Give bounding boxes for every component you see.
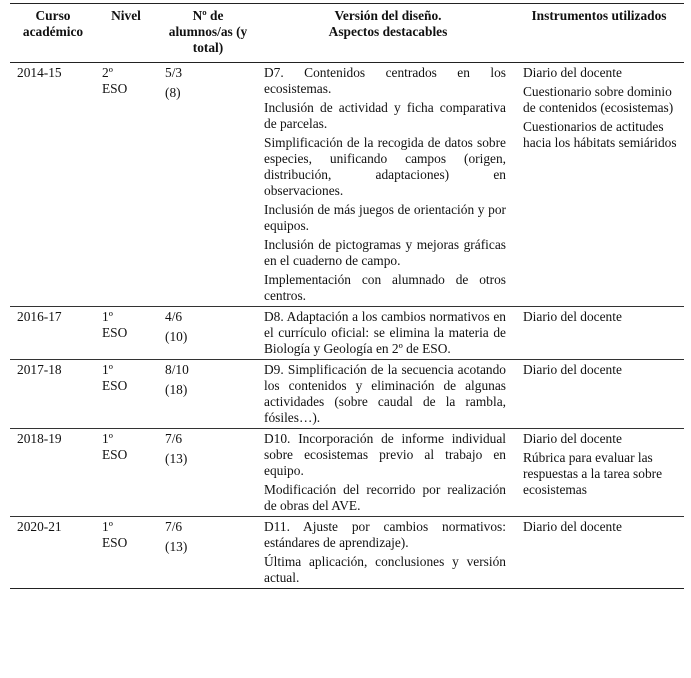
cell-design: [260, 360, 514, 429]
students-total: (10): [165, 329, 188, 344]
cell-design: [260, 429, 514, 517]
design-paragraph: Modificación del recorrido por realización de obras del AVE.: [264, 482, 506, 513]
design-paragraph: D7. Contenidos centrados en los ecosistemas.: [264, 65, 506, 96]
instrument-item: Diario del docente: [523, 362, 622, 377]
level-line: 1º: [102, 309, 113, 324]
table-row: [10, 63, 684, 307]
design-paragraph: D10. Incorporación de informe individual sobre ecosistemas previo al trabajo en equipo.: [264, 431, 506, 478]
table-row: [10, 429, 684, 517]
cell-design: [260, 63, 514, 307]
table-header: [10, 4, 684, 63]
cell-year: 2014-15: [10, 63, 96, 307]
header-version-line2: Aspectos destacables: [328, 24, 448, 39]
design-paragraph: Inclusión de más juegos de orientación y por equipos.: [264, 202, 506, 233]
design-paragraph: D11. Ajuste por cambios normativos: estándares de aprendizaje).: [264, 519, 506, 550]
cell-students: [156, 429, 260, 517]
design-paragraph: Última aplicación, conclusiones y versión actual.: [264, 554, 506, 585]
cell-students: [156, 63, 260, 307]
students-count: 5/3: [165, 65, 183, 80]
instrument-item: Rúbrica para evaluar las respuestas a la tarea sobre ecosistemas: [523, 450, 663, 497]
cell-students: [156, 307, 260, 360]
header-version: [260, 4, 514, 63]
instrument-item: Cuestionario sobre dominio de contenidos (ecosistemas): [523, 84, 674, 115]
design-paragraph: D8. Adaptación a los cambios normativos en el currículo oficial: se elimina la materia de Biología y Geología en 2º de ESO.: [264, 309, 506, 356]
cell-students: [156, 360, 260, 429]
cell-level: [96, 429, 156, 517]
level-line: 1º: [102, 362, 113, 377]
table-row: [10, 517, 684, 589]
level-line: 1º: [102, 519, 113, 534]
level-line: ESO: [102, 325, 128, 340]
cell-design: [260, 517, 514, 589]
cell-instruments: [514, 63, 684, 307]
level-line: 2º: [102, 65, 113, 80]
cell-students: [156, 517, 260, 589]
cell-year: 2016-17: [10, 307, 96, 360]
cell-instruments: [514, 517, 684, 589]
level-line: ESO: [102, 447, 128, 462]
design-paragraph: D9. Simplificación de la secuencia acotando los contenidos y eliminación de algunas actividades (sobre caudal de la rambla, fósiles…).: [264, 362, 506, 425]
students-total: (13): [165, 539, 188, 554]
instrument-item: Diario del docente: [523, 65, 622, 80]
table-row: [10, 307, 684, 360]
students-count: 7/6: [165, 431, 183, 446]
header-curso: Curso académico: [10, 4, 96, 63]
design-paragraph: Inclusión de actividad y ficha comparativa de parcelas.: [264, 100, 506, 131]
level-line: ESO: [102, 378, 128, 393]
students-total: (8): [165, 85, 181, 100]
instrument-item: Cuestionarios de actitudes hacia los hábitats semiáridos: [523, 119, 677, 150]
students-total: (13): [165, 451, 188, 466]
cell-year: 2020-21: [10, 517, 96, 589]
students-count: 7/6: [165, 519, 183, 534]
header-nivel: Nivel: [96, 4, 156, 63]
cell-year: 2017-18: [10, 360, 96, 429]
students-count: 4/6: [165, 309, 183, 324]
design-paragraph: Implementación con alumnado de otros centros.: [264, 272, 506, 303]
table-row: [10, 360, 684, 429]
header-alumnos: Nº de alumnos/as (y total): [156, 4, 260, 63]
cell-instruments: [514, 429, 684, 517]
level-line: 1º: [102, 431, 113, 446]
header-instrumentos: Instrumentos utilizados: [514, 4, 684, 63]
cell-level: [96, 360, 156, 429]
cell-instruments: [514, 307, 684, 360]
cell-design: [260, 307, 514, 360]
instrument-item: Diario del docente: [523, 519, 622, 534]
students-total: (18): [165, 382, 188, 397]
cell-level: [96, 307, 156, 360]
level-line: ESO: [102, 535, 128, 550]
design-paragraph: Inclusión de pictogramas y mejoras gráficas en el cuaderno de campo.: [264, 237, 506, 268]
design-paragraph: Simplificación de la recogida de datos sobre especies, unificando campos (origen, distribución, adaptaciones) en observaciones.: [264, 135, 506, 198]
students-count: 8/10: [165, 362, 189, 377]
cell-instruments: [514, 360, 684, 429]
instrument-item: Diario del docente: [523, 309, 622, 324]
instrument-item: Diario del docente: [523, 431, 622, 446]
table-body: [10, 63, 684, 589]
header-version-line1: Versión del diseño.: [334, 8, 442, 23]
cell-level: [96, 63, 156, 307]
cell-level: [96, 517, 156, 589]
design-versions-table: [10, 3, 684, 589]
cell-year: 2018-19: [10, 429, 96, 517]
level-line: ESO: [102, 81, 128, 96]
